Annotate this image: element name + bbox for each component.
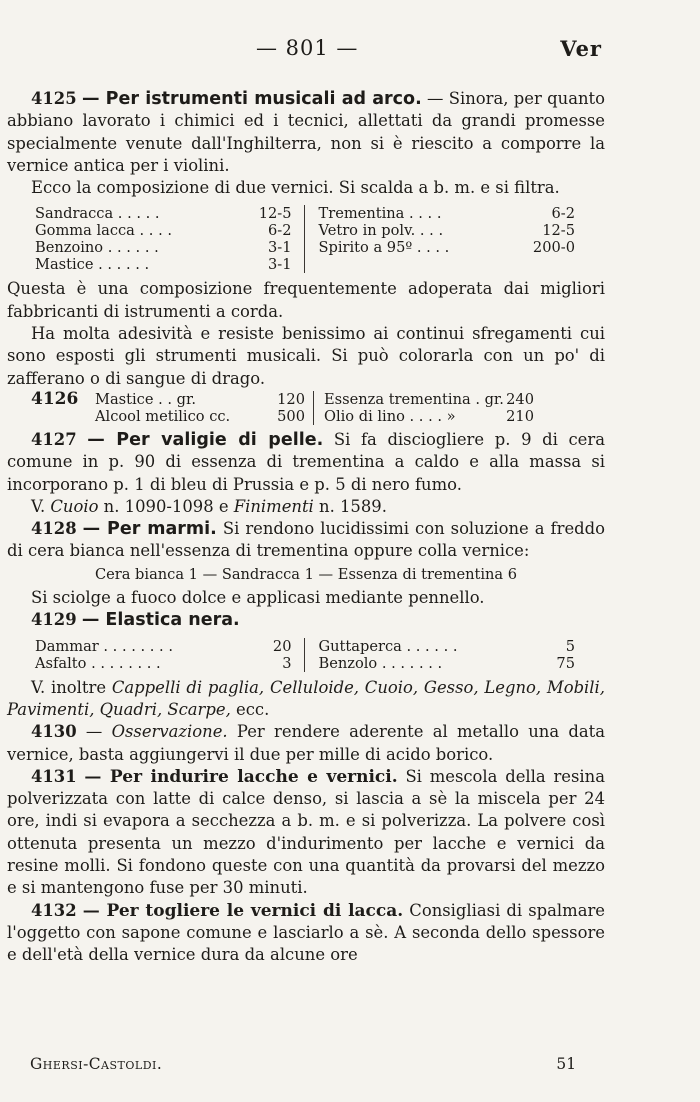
recipe-row <box>319 638 576 655</box>
ingredient-amount: 3-1 <box>267 256 292 274</box>
ingredient-name: Alcool metilico cc. <box>95 407 231 425</box>
ingredient-amount: 240 <box>506 390 534 408</box>
ref-text: ecc. <box>230 699 270 719</box>
section-title: — Per indurire lacche e vernici. <box>84 766 398 787</box>
recipe-table-4129 <box>35 638 575 672</box>
ingredient-name: Spirito a 95º . . . . <box>318 239 450 257</box>
ref-title: Finimenti <box>233 496 314 516</box>
paragraph: Si sciolge a fuoco dolce e applicasi mediante pennello. <box>31 588 485 608</box>
ingredient-amount: 20 <box>272 637 292 655</box>
section-4125 <box>7 88 605 177</box>
paragraph-text: Si rendono lucidissimi con soluzione a freddo di cera bianca nell'essenza di trementina oppure colla vernice: <box>7 519 605 561</box>
recipe-row <box>35 638 292 655</box>
section-number: 4131 <box>31 766 77 786</box>
paragraph-text: Si mescola della resina polverizzata con latte di calce denso, si lascia a sè la miscela per 24 ore, indi si evapora a secchezza a b. m. e si polverizza. La polvere così ottenuta presenta un mezzo d'indurimento per lacche e vernici da resine molli. Si fondono queste con una quantità da provarsi del mezzo e si mantengono fuse per 30 minuti. <box>7 766 605 898</box>
recipe-row <box>319 239 576 256</box>
recipe-column-right <box>319 205 576 273</box>
recipe-row <box>319 205 576 222</box>
ingredient-name: Dammar . . . . . . . . <box>35 637 173 655</box>
ingredient-amount: 3-1 <box>267 239 292 257</box>
recipe-row <box>35 222 292 239</box>
ingredient-amount: 6-2 <box>551 205 575 223</box>
page-header <box>0 36 700 68</box>
ingredient-amount: 500 <box>277 407 305 425</box>
paragraph-text: — Sinora, per quanto abbiano lavorato i chimici ed i tecnici, allettati da grandi promesse specialmente venute dall'Inghilterra, non si è riescito a comporre la vernice antica per i violini. <box>7 89 605 175</box>
ref-title: Cuoio <box>50 496 99 516</box>
section-title: — Per marmi. <box>82 519 217 540</box>
recipe-row <box>95 391 305 408</box>
section-title: — Per valigie di pelle. <box>87 429 324 450</box>
page-body <box>7 88 605 967</box>
recipe-row <box>95 408 305 425</box>
ingredient-amount: 5 <box>565 637 575 655</box>
paragraph-text: Per rendere aderente al metallo una data vernice, basta aggiungervi il due per mille di acido borico. <box>7 722 606 764</box>
page-footer <box>30 1055 576 1073</box>
dash: — <box>76 722 112 742</box>
section-4132 <box>7 900 605 967</box>
paragraph-text: Consigliasi di spalmare l'oggetto con sapone comune e lasciarlo a sè. A seconda dello spessore e dell'età della vernice dura da alcune ore <box>7 900 605 965</box>
recipe-row <box>35 239 292 256</box>
ingredient-amount: 3 <box>282 654 292 672</box>
ingredient-name: Sandracca . . . . . <box>35 205 160 223</box>
recipe-column-left <box>35 638 305 672</box>
paragraph: Ha molta adesività e resiste benissimo ai continui sfregamenti cui sono esposti gli strumenti musicali. Si può colorarla con un po' di zafferano o di sangue di drago. <box>7 324 605 388</box>
ref-text: V. inoltre <box>31 677 112 697</box>
recipe-table-4125 <box>35 205 575 273</box>
recipe-column-right <box>319 638 576 672</box>
section-number: 4130 <box>31 722 77 742</box>
recipe-row <box>319 655 576 672</box>
recipe-row <box>324 391 534 408</box>
section-title: — Per togliere le vernici di lacca. <box>82 900 404 921</box>
section-4128 <box>7 518 605 563</box>
ingredient-name: Mastice . . . . . . <box>35 256 150 274</box>
cross-reference <box>7 677 605 722</box>
section-number: 4128 <box>31 519 77 539</box>
signature-mark: 51 <box>556 1055 576 1073</box>
recipe-column-left <box>95 391 314 425</box>
paragraph: Questa è una composizione frequentemente adoperata dai migliori fabbricanti di istrumenti a corda. <box>7 279 605 321</box>
page-number: — 801 — <box>256 36 359 60</box>
ingredient-name: Benzoino . . . . . . <box>35 239 159 257</box>
section-title: — Per istrumenti musicali ad arco. <box>81 89 422 109</box>
ingredient-name: Vetro in polv. . . . <box>318 222 444 240</box>
ingredient-amount: 200-0 <box>532 239 575 257</box>
ingredient-amount: 12-5 <box>258 205 292 223</box>
ref-text: n. 1589. <box>313 496 387 516</box>
section-number: 4125 <box>31 89 77 108</box>
ingredient-amount: 75 <box>556 654 575 672</box>
section-title: — Elastica nera. <box>81 610 240 631</box>
ingredient-name: Asfalto . . . . . . . . <box>35 654 161 672</box>
section-4130 <box>7 721 605 766</box>
paragraph-text: Si fa disciogliere p. 9 di cera comune in p. 90 di essenza di trementina a caldo e alla massa si incorporano p. 1 di bleu di Prussia e p. 5 di nero fumo. <box>7 429 605 494</box>
ingredient-name: Trementina . . . . <box>318 205 442 223</box>
ref-text: n. 1090-1098 e <box>98 496 234 516</box>
ingredient-name: Mastice . . gr. <box>95 390 197 408</box>
ingredient-amount: 12-5 <box>542 222 575 240</box>
section-number: 4132 <box>31 900 77 920</box>
section-4126 <box>7 388 605 425</box>
ingredient-name: Essenza trementina . gr. <box>324 390 504 408</box>
cross-reference <box>7 496 605 518</box>
section-title: Osservazione. <box>111 722 228 742</box>
recipe-row <box>319 222 576 239</box>
footer-author: Ghersi-Castoldi. <box>30 1055 163 1073</box>
ingredient-amount: 210 <box>506 407 534 425</box>
ingredient-name: Gomma lacca . . . . <box>35 222 172 240</box>
formula-line: Cera bianca 1 — Sandracca 1 — Essenza di trementina 6 <box>94 565 518 583</box>
section-4127 <box>7 429 605 496</box>
section-number: 4127 <box>31 429 77 449</box>
recipe-row <box>35 655 292 672</box>
paragraph: Ecco la composizione di due vernici. Si scalda a b. m. e si filtra. <box>31 178 560 198</box>
recipe-column-right <box>324 391 534 425</box>
recipe-row <box>35 205 292 222</box>
recipe-column-left <box>35 205 305 273</box>
ingredient-name: Guttaperca . . . . . . <box>318 637 458 655</box>
section-4131 <box>7 766 605 900</box>
section-number: 4129 <box>31 610 77 630</box>
section-number: 4126 <box>31 388 79 409</box>
ingredient-amount: 120 <box>277 390 305 408</box>
ref-text: V. <box>31 496 51 516</box>
section-4129 <box>7 609 605 631</box>
ingredient-name: Benzolo . . . . . . . <box>318 654 443 672</box>
recipe-row <box>324 408 534 425</box>
recipe-row <box>35 256 292 273</box>
ingredient-amount: 6-2 <box>267 222 292 240</box>
running-head: Ver <box>560 36 602 61</box>
ingredient-name: Olio di lino . . . . » <box>324 407 456 425</box>
ref-title: Cappelli di paglia, Celluloide, Cuoio, Gesso, Legno, Mobili, Pavimenti, Quadri, Scarpe, <box>7 677 605 719</box>
